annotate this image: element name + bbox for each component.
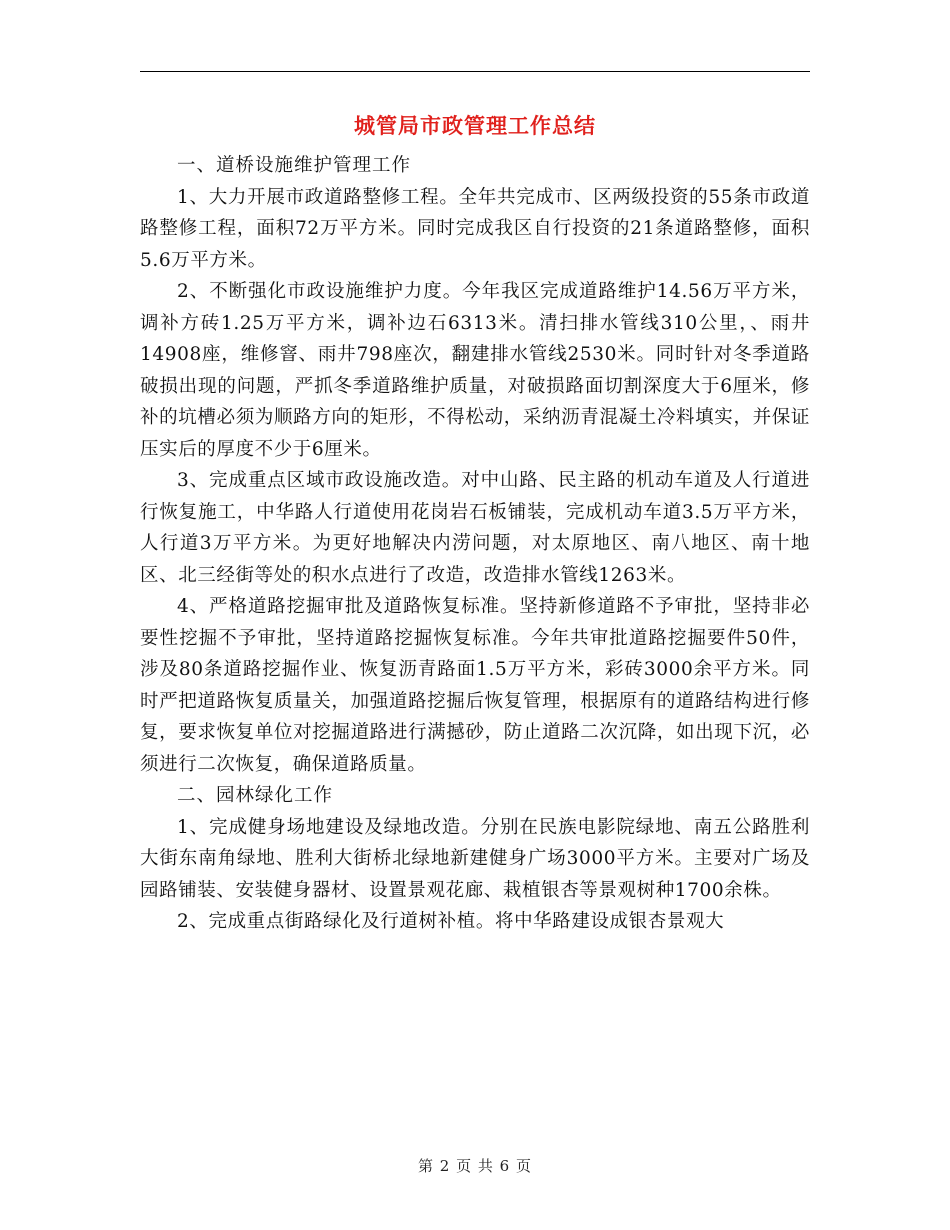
paragraph: 2、完成重点街路绿化及行道树补植。将中华路建设成银杏景观大	[177, 911, 725, 932]
section-heading: 二、园林绿化工作	[177, 785, 334, 806]
paragraph: 3、完成重点区域市政设施改造。对中山路、民主路的机动车道及人行道进行恢复施工，中华路人行道使用花岗岩石板铺装，完成机动车道3.5万平方米，人行道3万平方米。为更好地解决内涝问题，对太原地区、南八地区、南十地区、北三经街等处的积水点进行了改造，改造排水管线1263米。	[140, 470, 810, 586]
paragraph: 1、完成健身场地建设及绿地改造。分别在民族电影院绿地、南五公路胜利大街东南角绿地、胜利大街桥北绿地新建健身广场3000平方米。主要对广场及园路铺装、安装健身器材、设置景观花廊、栽植银杏等景观树种1700余株。	[140, 816, 810, 901]
document-body	[140, 150, 810, 938]
section-heading: 一、道桥设施维护管理工作	[177, 155, 412, 176]
paragraph: 1、大力开展市政道路整修工程。全年共完成市、区两级投资的55条市政道路整修工程，面积72万平方米。同时完成我区自行投资的21条道路整修，面积5.6万平方米。	[140, 186, 810, 271]
paragraph: 2、不断强化市政设施维护力度。今年我区完成道路维护14.56万平方米，调补方砖1.25万平方米，调补边石6313米。清扫排水管线310公里，、雨井14908座，维修窨、雨井798座次，翻建排水管线2530米。同时针对冬季道路破损出现的问题，严抓冬季道路维护质量，对破损路面切割深度大于6厘米，修补的坑槽必须为顺路方向的矩形，不得松动，采纳沥青混凝土冷料填实，并保证压实后的厚度不少于6厘米。	[140, 281, 810, 460]
document-title: 城管局市政管理工作总结	[354, 113, 596, 138]
page-number-footer: 第 2 页 共 6 页	[418, 1157, 532, 1175]
paragraph: 4、严格道路挖掘审批及道路恢复标准。坚持新修道路不予审批，坚持非必要性挖掘不予审批，坚持道路挖掘恢复标准。今年共审批道路挖掘要件50件，涉及80条道路挖掘作业、恢复沥青路面1.5万平方米，彩砖3000余平方米。同时严把道路恢复质量关，加强道路挖掘后恢复管理，根据原有的道路结构进行修复，要求恢复单位对挖掘道路进行满撼砂，防止道路二次沉降，如出现下沉，必须进行二次恢复，确保道路质量。	[140, 596, 810, 775]
header-rule	[140, 71, 810, 72]
